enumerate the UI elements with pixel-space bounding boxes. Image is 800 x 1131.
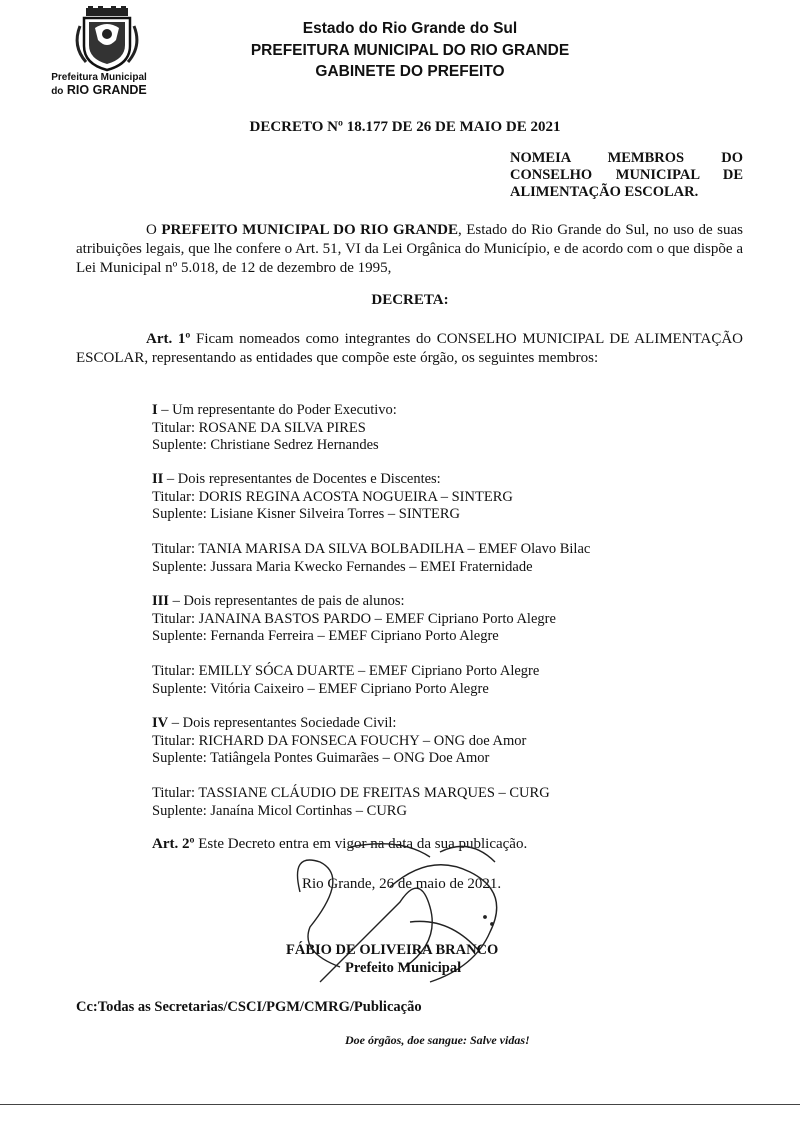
group-heading — [152, 715, 526, 733]
member-group — [152, 471, 513, 524]
titular-line: Titular: DORIS REGINA ACOSTA NOGUEIRA – SINTERG — [152, 488, 513, 505]
decree-ementa: NOMEIA MEMBROS DO CONSELHO MUNICIPAL DE ALIMENTAÇÃO ESCOLAR. — [510, 150, 743, 200]
preamble-bold: PREFEITO MUNICIPAL DO RIO GRANDE — [161, 222, 459, 238]
group-numeral: II — [152, 471, 164, 487]
place-date: Rio Grande, 26 de maio de 2021. — [302, 876, 502, 892]
art1-label: Art. 1º — [146, 331, 191, 347]
preamble-paragraph — [76, 221, 743, 278]
footer-divider — [0, 1104, 800, 1105]
slogan: Doe órgãos, doe sangue: Salve vidas! — [345, 1033, 530, 1047]
titular-line: Titular: JANAINA BASTOS PARDO – EMEF Cipriano Porto Alegre — [152, 610, 556, 627]
logo-caption-prefix: do — [51, 86, 64, 97]
group-numeral: I — [152, 402, 158, 418]
art1-paragraph — [76, 330, 743, 368]
member-group — [152, 541, 590, 576]
group-heading — [152, 402, 397, 420]
suplente-line: Suplente: Jussara Maria Kwecko Fernandes – EMEI Fraternidade — [152, 558, 533, 575]
group-heading-text: – Um representante do Poder Executivo: — [157, 402, 397, 418]
group-heading — [152, 471, 513, 489]
member-group — [152, 402, 397, 455]
preamble-start: O — [146, 222, 157, 238]
header-state: Estado do Rio Grande do Sul — [302, 20, 518, 37]
group-heading-text: – Dois representantes de Docentes e Discentes: — [163, 471, 441, 487]
logo-caption-city — [44, 83, 154, 97]
titular-line: Titular: RICHARD DA FONSECA FOUCHY – ONG doe Amor — [152, 732, 527, 749]
suplente-line: Suplente: Tatiângela Pontes Guimarães – ONG Doe Amor — [152, 750, 490, 766]
suplente-line: Suplente: Janaína Micol Cortinhas – CURG — [152, 802, 407, 819]
titular-line: Titular: TASSIANE CLÁUDIO DE FREITAS MARQUES – CURG — [152, 785, 550, 801]
preamble-rest: , Estado do Rio Grande do Sul, no uso de suas atribuições legais, que lhe confere o Art. 51, VI da Lei Orgânica do Município, e de acordo com o que dispõe a Lei Municipal nº 5.018, de 12 de dezembro de 1995, — [76, 222, 744, 276]
decree-title: DECRETO Nº 18.177 DE 26 DE MAIO DE 2021 — [249, 119, 561, 135]
group-numeral: III — [152, 593, 169, 609]
member-group — [152, 715, 526, 768]
cc-line: Cc:Todas as Secretarias/CSCI/PGM/CMRG/Publicação — [76, 999, 422, 1015]
titular-line: Titular: EMILLY SÓCA DUARTE – EMEF Cipriano Porto Alegre — [152, 663, 540, 679]
header-prefeitura: PREFEITURA MUNICIPAL DO RIO GRANDE — [250, 42, 570, 59]
group-heading-text: – Dois representantes de pais de alunos: — [168, 593, 405, 609]
header-gabinete: GABINETE DO PREFEITO — [315, 63, 505, 80]
member-group — [152, 785, 550, 820]
suplente-line: Suplente: Christiane Sedrez Hernandes — [152, 437, 379, 453]
signer-role: Prefeito Municipal — [345, 960, 462, 976]
suplente-line: Suplente: Lisiane Kisner Silveira Torres – SINTERG — [152, 506, 460, 522]
group-heading — [152, 593, 556, 611]
signer-name: FÁBIO DE OLIVEIRA BRANCO — [286, 942, 499, 958]
titular-line: Titular: ROSANE DA SILVA PIRES — [152, 419, 366, 436]
suplente-line: Suplente: Fernanda Ferreira – EMEF Cipriano Porto Alegre — [152, 628, 499, 644]
logo-caption-city-name: RIO GRANDE — [66, 83, 147, 97]
titular-line: Titular: TANIA MARISA DA SILVA BOLBADILHA – EMEF Olavo Bilac — [152, 541, 591, 557]
decreta-heading: DECRETA: — [371, 292, 449, 308]
art2-label: Art. 2º — [152, 836, 195, 852]
group-numeral: IV — [152, 715, 169, 731]
group-heading-text: – Dois representantes Sociedade Civil: — [168, 715, 397, 731]
logo-caption-top: Prefeitura Municipal — [51, 72, 147, 83]
member-group — [152, 663, 539, 698]
suplente-line: Suplente: Vitória Caixeiro – EMEF Cipriano Porto Alegre — [152, 680, 489, 697]
art2-text: Este Decreto entra em vigor na data da sua publicação. — [194, 836, 528, 852]
art1-text: Ficam nomeados como integrantes do CONSELHO MUNICIPAL DE ALIMENTAÇÃO ESCOLAR, representando as entidades que compõe este órgão, os seguintes membros: — [76, 331, 743, 366]
member-group — [152, 593, 556, 646]
